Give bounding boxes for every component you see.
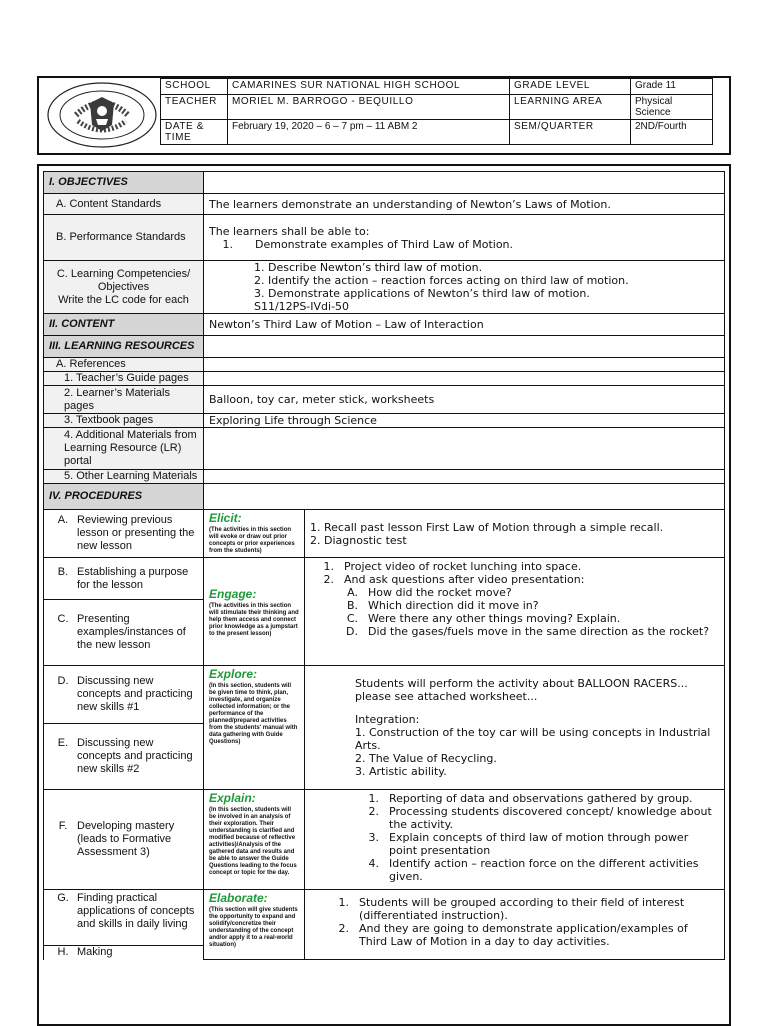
learning-competencies-value: 1. Describe Newton’s third law of motion. 2. Identify the action – reaction forces acting on third law of motion. 3. Demonstrate applications of Newton’s third law of motion. S11/12PS-IVdi-50 (204, 261, 725, 314)
elaborate-item: 2. And they are going to demonstrate application/examples of Third Law of Motion in a day to day activities. (338, 922, 688, 948)
textbook-label: 3. Textbook pages (44, 414, 204, 428)
elicit-title: Elicit: (209, 511, 242, 525)
performance-intro: The learners shall be able to: (209, 224, 370, 238)
explore-title: Explore: (209, 667, 258, 681)
teachers-guide-value (204, 372, 725, 386)
engage-phase (204, 558, 305, 666)
explore-text: Students will perform the activity about BALLOON RACERS... please see attached worksheet... (355, 677, 688, 703)
elaborate-title: Elaborate: (209, 891, 268, 905)
explore-phase (204, 666, 305, 790)
procedure-e: E. Discussing new concepts and practicing new skills #2 (44, 724, 204, 790)
procedure-b: B. Establishing a purpose for the lesson (44, 558, 204, 600)
other-materials-value (204, 470, 725, 484)
procedure-h: H. Making (44, 946, 204, 960)
teacher-label: TEACHER (161, 95, 228, 120)
learning-resources-blank (204, 336, 725, 358)
learning-competencies-sub: Write the LC code for each (58, 293, 189, 306)
content-heading: II. CONTENT (44, 314, 204, 336)
procedure-a: A. Reviewing previous lesson or presenting the new lesson (44, 510, 204, 558)
grade-value: Grade 11 (631, 79, 713, 95)
engage-subitem: A. How did the rocket move? (347, 586, 512, 599)
engage-subitem: B. Which direction did it move in? (346, 599, 539, 612)
explore-activities: Students will perform the activity about BALLOON RACERS... please see attached worksheet... Integration: 1. Construction of the toy car will be using concepts in Industrial Arts. 2. The Value of Recycling. 3. Artistic ability. (305, 666, 725, 790)
additional-materials-label: 4. Additional Materials from Learning Resource (LR) portal (44, 428, 204, 470)
objectives-heading: I. OBJECTIVES (44, 172, 204, 194)
date-time-label: DATE & TIME (161, 120, 228, 145)
explain-activities (305, 790, 725, 890)
explain-desc: (In this section, students will be involved in an analysis of their exploration. Their understanding is clarified and modified because of reflective activities)/Analysis of the gathered data and results and be able to answer the Guide Questions leading to the focus concept or topic for the day. (209, 807, 297, 876)
procedure-f: F. Developing mastery (leads to Formative Assessment 3) (44, 790, 204, 890)
procedures-heading: IV. PROCEDURES (44, 484, 204, 510)
learning-resources-heading: III. LEARNING RESOURCES (44, 336, 204, 358)
elaborate-phase (204, 890, 305, 960)
content-value: Newton’s Third Law of Motion – Law of Interaction (204, 314, 725, 336)
lesson-plan-frame (37, 164, 731, 1026)
elicit-phase (204, 510, 305, 558)
textbook-value: Exploring Life through Science (204, 414, 725, 428)
school-value: CAMARINES SUR NATIONAL HIGH SCHOOL (228, 79, 510, 95)
content-standards-label: A. Content Standards (44, 194, 204, 215)
engage-subitem: C. Were there any other things moving? Explain. (346, 612, 621, 625)
elicit-desc: (The activities in this section will evoke or draw out prior concepts or prior experiences from the students) (209, 527, 295, 554)
learners-materials-label: 2. Learner’s Materials pages (44, 386, 204, 414)
objectives-heading-blank (204, 172, 725, 194)
elaborate-activities (305, 890, 725, 960)
references-label: A. References (44, 358, 204, 372)
engage-subitem: D. Did the gases/fuels move in the same direction as the rocket? (346, 625, 710, 638)
procedure-g: G. Finding practical applications of concepts and skills in daily living (44, 890, 204, 946)
grade-label: GRADE LEVEL (510, 79, 631, 95)
procedure-c: C. Presenting examples/instances of the new lesson (44, 600, 204, 666)
explain-title: Explain: (209, 791, 256, 805)
performance-standards-value (204, 215, 725, 261)
procedures-heading-blank (204, 484, 725, 510)
sem-quarter-value: 2ND/Fourth (631, 120, 713, 145)
learning-area-label: LEARNING AREA (510, 95, 631, 120)
engage-item: 2. And ask questions after video presentation: (323, 573, 585, 586)
teachers-guide-label: 1. Teacher’s Guide pages (44, 372, 204, 386)
learning-area-value: Physical Science (631, 95, 713, 120)
performance-standards-label: B. Performance Standards (44, 215, 204, 261)
engage-item: 1. Project video of rocket lunching into space. (323, 560, 582, 573)
content-standards-value: The learners demonstrate an understanding of Newton’s Laws of Motion. (204, 194, 725, 215)
explore-desc: (In this section, students will be given time to think, plan, investigate, and organize collected information; or the performance of the planned/prepared activities from the students' manual with data gathering with Guide Questions) (209, 683, 298, 745)
performance-item: 1. Demonstrate examples of Third Law of Motion. (222, 237, 514, 251)
learners-materials-value: Balloon, toy car, meter stick, worksheets (204, 386, 725, 414)
references-value (204, 358, 725, 372)
learning-competencies-label: C. Learning Competencies/ Objectives Write the LC code for each (44, 261, 204, 314)
explain-item: 1. Reporting of data and observations gathered by group. (368, 792, 693, 805)
explain-item: 2. Processing students discovered concept/ knowledge about the activity. (368, 805, 712, 831)
header-info-table (160, 78, 713, 145)
sem-quarter-label: SEM/QUARTER (510, 120, 631, 145)
lesson-plan-table (43, 171, 725, 960)
procedure-d: D. Discussing new concepts and practicing new skills #1 (44, 666, 204, 724)
engage-activities (305, 558, 725, 666)
explain-item: 4. Identify action – reaction force on the different activities given. (368, 857, 699, 883)
integration-label: Integration: (355, 713, 420, 726)
school-label: SCHOOL (161, 79, 228, 95)
other-materials-label: 5. Other Learning Materials (44, 470, 204, 484)
engage-desc: (The activities in this section will stimulate their thinking and help them access and connect prior knowledge as a jumpstart to the present lesson) (209, 602, 299, 637)
engage-title: Engage: (209, 586, 257, 601)
explain-item: 3. Explain concepts of third law of motion through power point presentation (368, 831, 689, 857)
explain-phase (204, 790, 305, 890)
elaborate-desc: (This section will give students the opportunity to expand and solidify/concretize their understanding of the concept and/or apply it to a real-world situation) (209, 907, 298, 948)
deped-seal-logo (46, 81, 158, 149)
elicit-activities: 1. Recall past lesson First Law of Motion through a simple recall. 2. Diagnostic test (305, 510, 725, 558)
teacher-value: MORIEL M. BARROGO - BEQUILLO (228, 95, 510, 120)
additional-materials-value (204, 428, 725, 470)
elaborate-item: 1. Students will be grouped according to their field of interest (differentiated instruction). (338, 896, 685, 922)
date-time-value: February 19, 2020 – 6 – 7 pm – 11 ABM 2 (228, 120, 510, 145)
